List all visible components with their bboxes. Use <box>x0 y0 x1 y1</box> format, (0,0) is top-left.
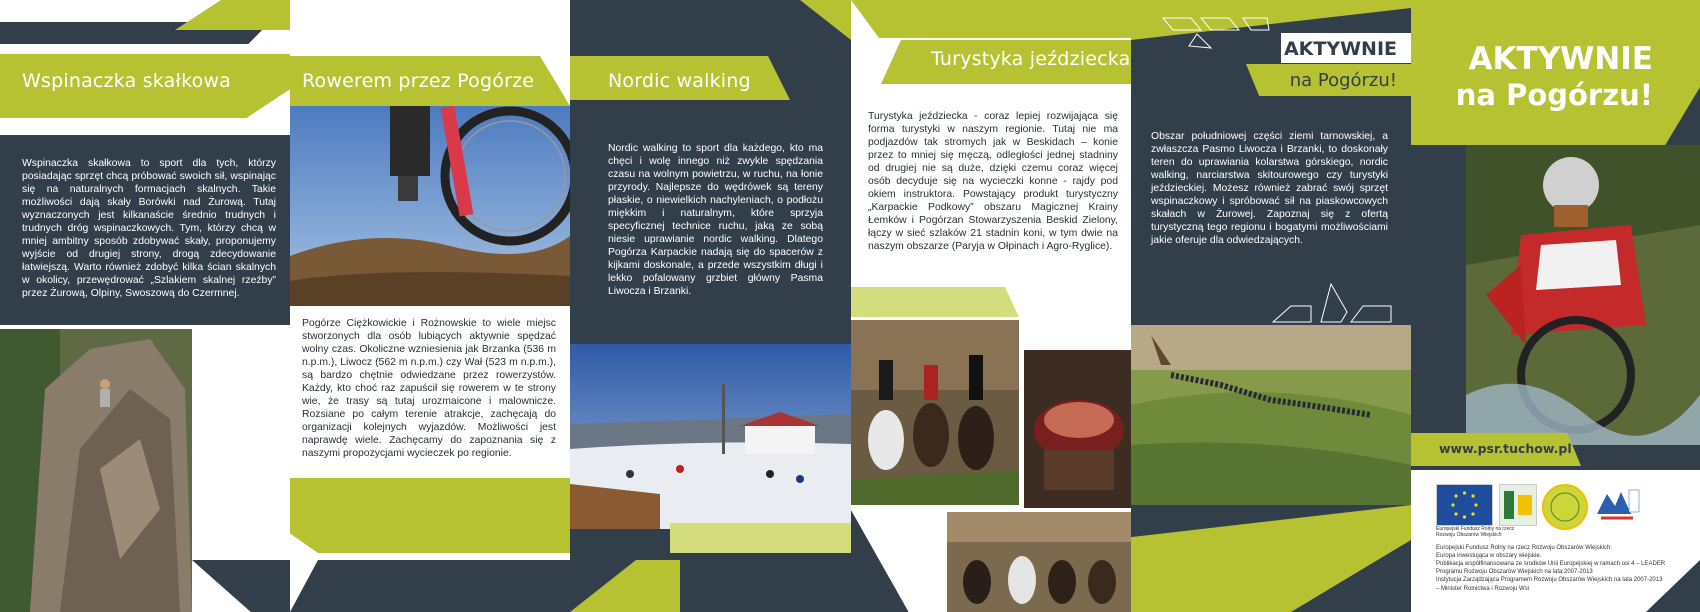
mountain-biker-photo <box>1466 145 1700 445</box>
section-body: Turystyka jeździecka - coraz lepiej rozwijająca się forma turystyki w naszym regionie. Tutaj nie ma podjazdów tak stromych jak w Beskidach – konie przez to mniej się męczą, odległości jednej stadniny od drugiej nie są duże, dzięki czemu coraz więcej osób decyduje się na wycieczki konne - rajdy pod okiem instruktora. Powstający produkt turystyczny „Karpackie Podkowy” obszaru Magicznej Krainy Łemków i Pogórzan Stowarzyszenia Beskid Zielony, łączy w sieć szlaków 21 stadnin koni, w tym dwie na naszym obszarze (Paryja w Ołpinach i Agro-Ryglice). <box>868 111 1118 252</box>
footer-line-4: Programu Rozwoju Obszarów Wiejskich na lata 2007-2013 <box>1436 569 1593 575</box>
top-green-strip <box>851 0 1131 38</box>
ski-photo <box>570 344 851 529</box>
footer-line-6: – Minister Rolnictwa i Rozwoju Wsi <box>1436 586 1530 592</box>
eu-caption: Europejski Fundusz Rolny na rzecz Rozwoju Obszarów Wiejskich <box>1436 526 1515 538</box>
section-body: Obszar południowej części ziemi tarnowskiej, a zwłaszcza Pasmo Liwocza i Brzanki, to doskonały teren do uprawiania kolarstwa górskiego, nordic walking, narciarstwa skitourowego czy turystyki jeździeckiej. Możesz również zabrać swój sprzęt wspinaczkowy i spróbować sił na piaskowcowych skałach w Żurowej. Zapoznaj się z ofertą turystyczną tego regionu i bogatymi możliwościami jakie oferuje dla odwiedzających. <box>1151 131 1388 246</box>
mid-light-band <box>851 287 1131 317</box>
panel-cover <box>1411 0 1700 612</box>
section-title: Turystyka jeździecka <box>931 48 1131 70</box>
bottom-green-corner <box>570 560 680 612</box>
heading-line2: na Pogórzu! <box>1289 70 1397 91</box>
outline-shapes <box>1161 14 1271 50</box>
section-title: Rowerem przez Pogórze <box>302 70 535 92</box>
bottom-dark-corner <box>851 510 947 612</box>
website-link[interactable]: www.psr.tuchow.pl <box>1439 441 1572 456</box>
outline-shapes-lower <box>1271 282 1411 324</box>
section-title: Nordic walking <box>608 70 751 92</box>
bike-photo <box>290 106 570 306</box>
bottom-green-band <box>290 478 570 553</box>
partnership-logo <box>1542 484 1588 530</box>
panel-horse-riding <box>851 0 1131 612</box>
panel-intro <box>1131 0 1411 612</box>
footer-line-3: Publikacja współfinansowana ze środków Unii Europejskiej w ramach osi 4 – LEADER <box>1436 561 1666 567</box>
bottom-dark-band <box>290 560 570 612</box>
top-green-strip <box>800 0 851 40</box>
section-title: Wspinaczka skałkowa <box>22 70 232 92</box>
section-body: Wspinaczka skałkowa to sport dla tych, którzy posiadając sprzęt chcą próbować swoich sił, wspinając się na naturalnych formacjach skalnych. Takie możliwości dają skały Borówki nad Żurową. Tutaj wyznaczonych jest kilkanaście średnio trudnych i trudnych dróg wspinaczkowych. Tym, którzy chcą w mniej ambitny sposób zdobywać skały, proponujemy wyjście od drugiej strony, drogą zdecydowanie łatwiejszą. Warto również zdobyć kilka ścian skalnych w okolicy, przewędrować „Szlakiem skalnej rzeźby” przez Żurową, Olpiny, Swoszową do Czermnej. <box>22 158 276 299</box>
footer-line-2: Europa inwestująca w obszary wiejskie. <box>1436 553 1542 559</box>
cover-heading-line2: na Pogórzu! <box>1455 78 1653 112</box>
section-body: Pogórze Ciężkowickie i Rożnowskie to wiele miejsc stworzonych dla osób lubiących aktywnie spędzać wolny czas. Okoliczne wzniesienia jak Brzanka (536 m n.p.m.), Liwocz (562 m n.p.m.) czy Wał (523 m n.p.m.), są bardzo chętnie odwiedzane przez rowerzystów. Każdy, kto choć raz zapuścił się rowerem w te strony wie, że trasy są tutaj urozmaicone i malownicze. Rozsiane po całym terenie atrakcje, zachęcają do organizacji kolejnych wyjazdów. Możliwości jest naprawdę wiele. Zachęcamy do zapoznania się z naszymi propozycjami wycieczek po regionie. <box>302 318 556 459</box>
top-green-strip <box>175 0 290 30</box>
footer-line-5: Instytucja Zarządzająca Programem Rozwoju Obszarów Wiejskich na lata 2007-2013 <box>1436 577 1663 583</box>
prow-logo <box>1593 484 1641 526</box>
panel-cycling <box>290 0 570 612</box>
climbing-photo <box>0 329 192 612</box>
bottom-light-band <box>670 523 851 553</box>
saddle-photo <box>1024 350 1131 508</box>
section-body: Nordic walking to sport dla każdego, kto ma chęci i wolę innego niż zwykle spędzania czasu na wolnym powietrzu, w ruchu, na łonie przyrody. Najlepsze do wędrówek są tereny płaskie, o niewielkich nachyleniach, o podłożu miękkim i naturalnym, które sprzyja specyficznej technice ruchu, jaką ze sobą niesie uprawianie nordic walking. Dlatego Pogórza Karpackie nadają się do spacerów z kijkami doskonale, a przede wszystkim długi i lekko pofalowany grzbiet główny Pasma Liwocza i Brzanki. <box>608 143 823 297</box>
eu-flag-logo <box>1436 484 1493 526</box>
horse-riders-photo <box>851 320 1019 505</box>
bottom-dark-corner <box>192 560 290 612</box>
leader-logo <box>1499 484 1537 526</box>
horse-group-photo <box>947 512 1131 612</box>
heading-line1: AKTYWNIE <box>1283 38 1397 60</box>
panel-nordic-walking <box>570 0 851 612</box>
footer-line-1: Europejski Fundusz Rolny na rzecz Rozwoju Obszarów Wiejskich: <box>1436 545 1613 551</box>
cover-heading-line1: AKTYWNIE <box>1468 41 1653 77</box>
nordic-group-photo <box>1131 325 1411 505</box>
panel-climbing <box>0 0 290 612</box>
